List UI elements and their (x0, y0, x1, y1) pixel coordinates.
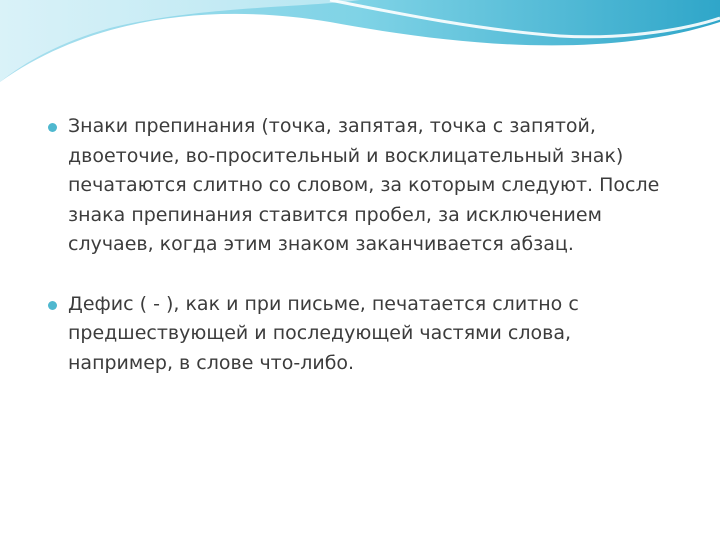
bullet-text: Знаки препинания (точка, запятая, точка с запятой, двоеточие, во-просительный и восклицательный знак) печатаются слитно со словом, за которым следуют. После знака препинания ставится пробел, за исключением случаев, когда этим знаком заканчивается абзац. (68, 115, 660, 255)
bullet-item (44, 112, 664, 260)
bullet-text: Дефис ( - ), как и при письме, печатается слитно с предшествующей и последующей частями слова, например, в слове что-либо. (68, 292, 579, 374)
bullet-dot-icon (48, 123, 57, 132)
bullet-dot-icon (48, 301, 57, 310)
content-area (44, 112, 664, 408)
bullet-item (44, 290, 664, 379)
header-wave-decoration (0, 0, 720, 110)
